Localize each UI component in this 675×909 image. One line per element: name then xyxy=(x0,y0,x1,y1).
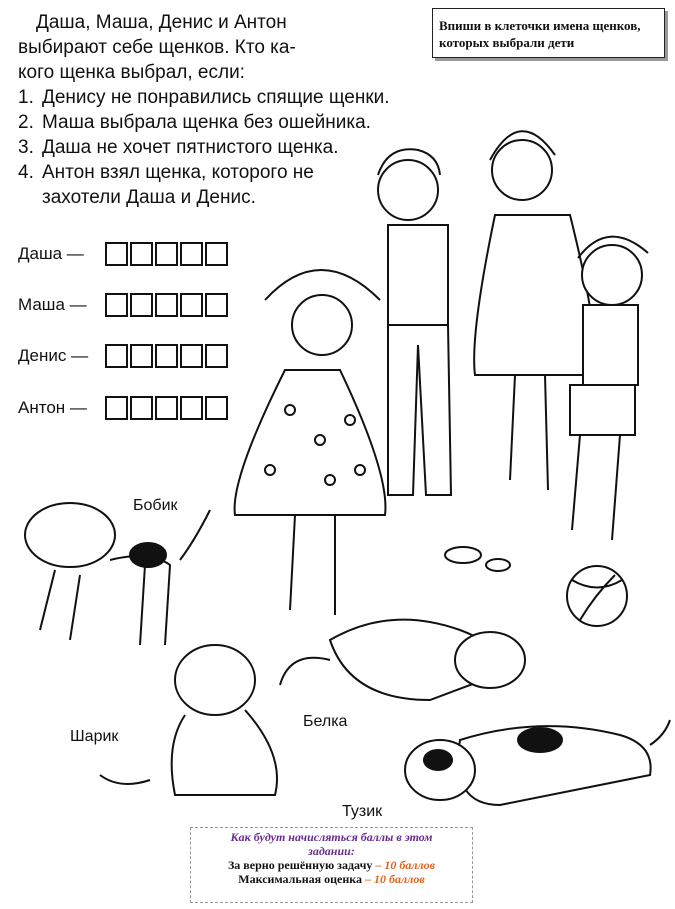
task-text xyxy=(18,10,423,210)
answer-cell[interactable] xyxy=(155,344,178,368)
girl-illustration xyxy=(235,270,386,615)
answer-cell[interactable] xyxy=(130,396,153,420)
condition-3: 3. Даша не хочет пятнистого щенка. xyxy=(18,137,339,158)
puppy-name-sharik: Шарик xyxy=(70,728,119,745)
answer-row-masha xyxy=(18,293,230,317)
condition-4: 4. Антон взял щенка, которого не xyxy=(18,162,314,183)
answer-cell[interactable] xyxy=(180,293,203,317)
scoring-title: Как будут начисляться баллы в этом xyxy=(230,830,433,844)
answer-label: Маша — xyxy=(18,295,87,314)
answer-cell[interactable] xyxy=(155,242,178,266)
intro-line: кого щенка выбрал, если: xyxy=(18,62,245,83)
answer-row-anton xyxy=(18,396,230,420)
answer-cell[interactable] xyxy=(105,344,128,368)
answer-cell[interactable] xyxy=(205,344,228,368)
condition-1: 1. Денису не понравились спящие щенки. xyxy=(18,87,390,108)
answer-cell[interactable] xyxy=(105,396,128,420)
puppy-belka-illustration xyxy=(280,620,525,700)
answer-cell[interactable] xyxy=(180,396,203,420)
answer-cell[interactable] xyxy=(105,293,128,317)
puppy-name-bobik: Бобик xyxy=(133,497,178,514)
condition-4-cont: захотели Даша и Денис. xyxy=(42,187,256,208)
instruction-box: Впиши в клеточки имена щенков, которых выбрали дети xyxy=(432,8,665,58)
puppy-tuzik-illustration xyxy=(405,720,670,805)
puppy-name-belka: Белка xyxy=(303,713,348,730)
answer-row-dasha xyxy=(18,242,230,266)
answer-cell[interactable] xyxy=(205,242,228,266)
puppy-sharik-illustration xyxy=(100,645,277,795)
answer-cell[interactable] xyxy=(130,293,153,317)
puppy-bobik-illustration xyxy=(25,503,210,645)
answer-cell[interactable] xyxy=(205,396,228,420)
scoring-max: Максимальная оценка – 10 баллов xyxy=(238,872,425,886)
answer-cell[interactable] xyxy=(155,293,178,317)
answer-label: Антон — xyxy=(18,398,87,417)
answer-cell[interactable] xyxy=(155,396,178,420)
answer-cell[interactable] xyxy=(205,293,228,317)
answer-cell[interactable] xyxy=(105,242,128,266)
girl-illustration xyxy=(474,131,596,490)
intro-line: Даша, Маша, Денис и Антон xyxy=(36,12,287,33)
answer-cell[interactable] xyxy=(180,242,203,266)
scoring-title-cont: задании: xyxy=(308,844,355,858)
condition-2: 2. Маша выбрала щенка без ошейника. xyxy=(18,112,371,133)
answer-label: Денис — xyxy=(18,346,89,365)
answer-row-denis xyxy=(18,344,230,368)
answer-cell[interactable] xyxy=(130,242,153,266)
answer-cell[interactable] xyxy=(180,344,203,368)
puppy-name-tuzik: Тузик xyxy=(342,803,383,820)
scoring-box xyxy=(190,827,473,903)
intro-line: выбирают себе щенков. Кто ка- xyxy=(18,37,296,58)
scoring-correct: За верно решённую задачу – 10 баллов xyxy=(227,858,436,872)
answer-label: Даша — xyxy=(18,244,84,263)
answer-cell[interactable] xyxy=(130,344,153,368)
